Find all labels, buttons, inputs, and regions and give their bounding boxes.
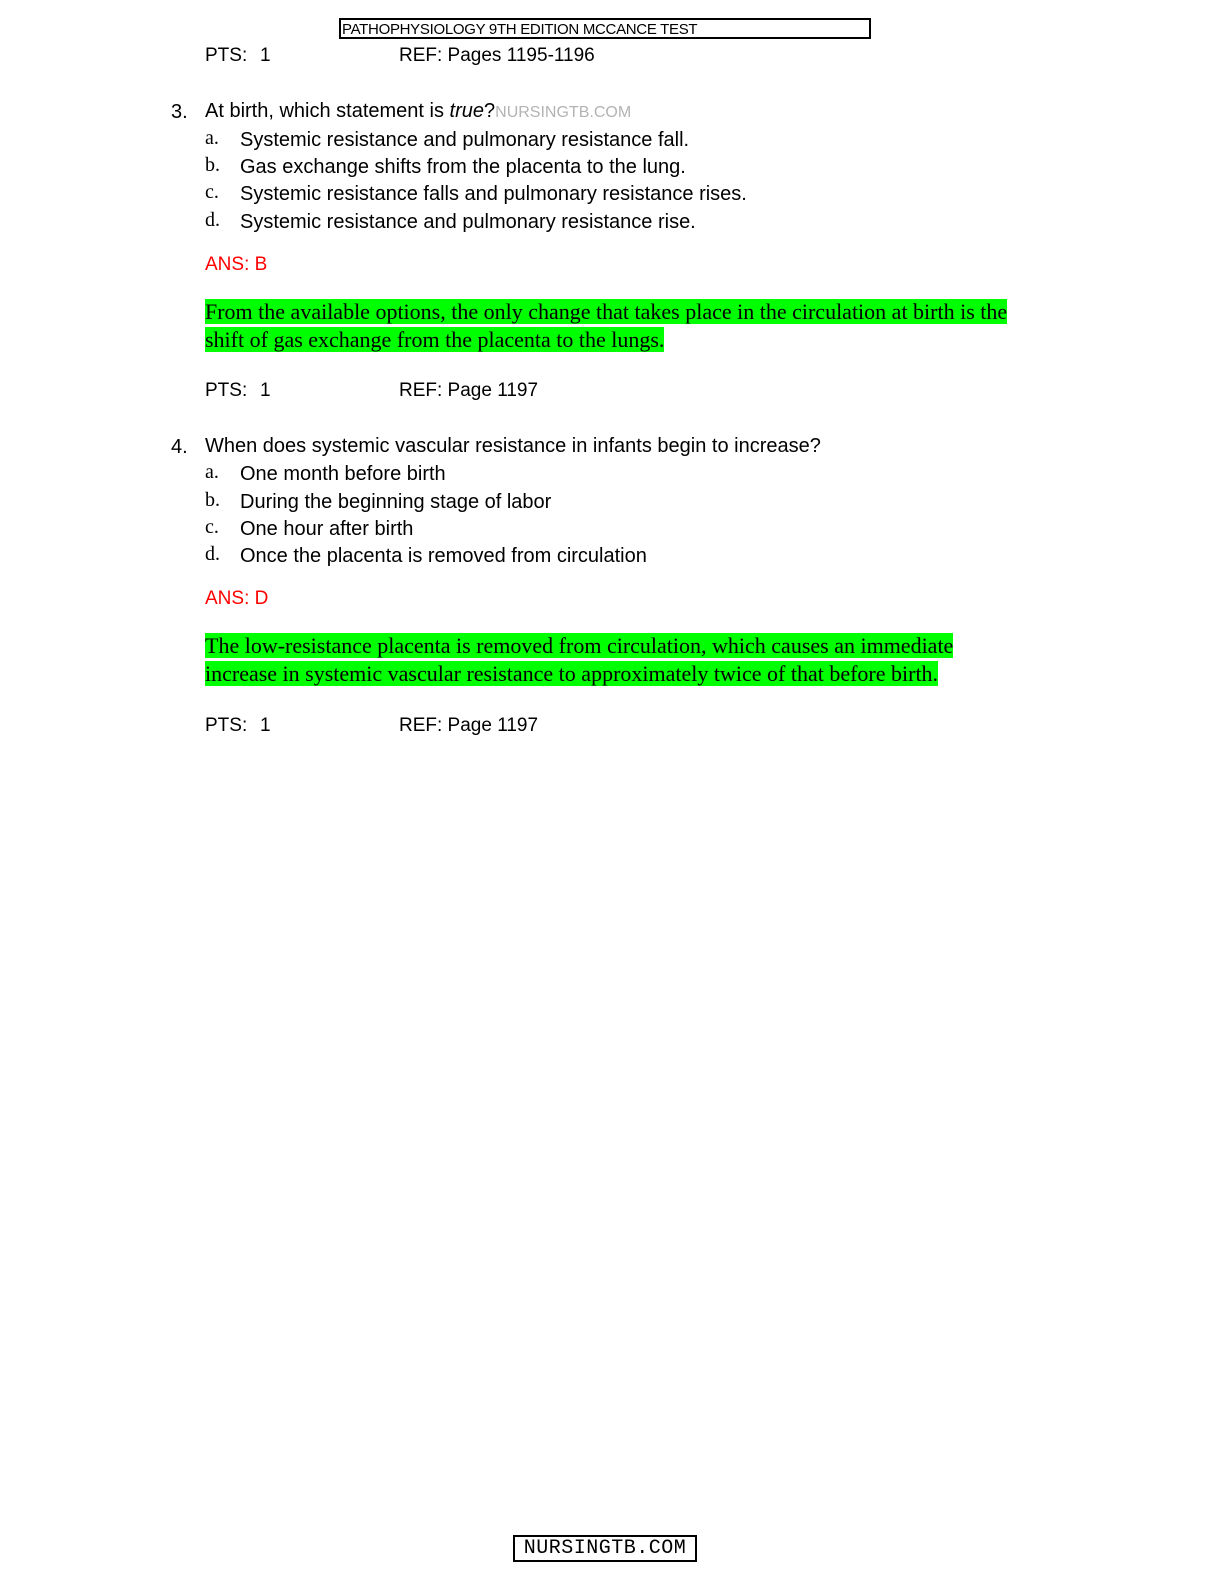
page-header-title: PATHOPHYSIOLOGY 9TH EDITION MCCANCE TEST [339, 18, 871, 39]
ref-text: REF: Page 1197 [399, 715, 539, 736]
rationale [205, 298, 1007, 354]
option-text: One hour after birth [240, 518, 414, 540]
option-text: Systemic resistance and pulmonary resistance fall. [240, 129, 690, 151]
pts-label: PTS: [205, 45, 248, 66]
option-text: Once the placenta is removed from circulation [240, 545, 647, 567]
rationale-line: shift of gas exchange from the placenta to the lungs. [205, 327, 665, 352]
option-letter: b. [205, 489, 220, 511]
stem-italic: true [449, 100, 485, 122]
stem-text: At birth, which statement is [205, 100, 450, 122]
inline-watermark: NURSINGTB.COM [495, 104, 632, 121]
pts-value: 1 [260, 380, 271, 401]
pts-value: 1 [260, 715, 271, 736]
option-letter: d. [205, 543, 220, 565]
option-text: Systemic resistance and pulmonary resistance rise. [240, 211, 696, 233]
option-letter: c. [205, 181, 219, 203]
rationale-line: The low-resistance placenta is removed from circulation, which causes an immediate [205, 633, 954, 658]
rationale-line: increase in systemic vascular resistance to approximately twice of that before birth. [205, 661, 939, 686]
question-stem: When does systemic vascular resistance in infants begin to increase? [205, 435, 821, 457]
answer-key: ANS: D [205, 588, 269, 609]
ref-text: REF: Pages 1195-1196 [399, 45, 595, 66]
option-letter: a. [205, 461, 219, 483]
rationale [205, 632, 953, 688]
pts-value: 1 [260, 45, 271, 66]
footer-watermark: NURSINGTB.COM [513, 1535, 697, 1562]
option-text: Gas exchange shifts from the placenta to the lung. [240, 156, 686, 178]
stem-end: ? [484, 100, 496, 122]
option-letter: b. [205, 154, 220, 176]
option-text: One month before birth [240, 463, 446, 485]
option-letter: a. [205, 127, 219, 149]
question-number: 3. [171, 101, 188, 123]
pts-label: PTS: [205, 380, 248, 401]
option-letter: c. [205, 516, 219, 538]
question-stem [205, 99, 631, 125]
option-letter: d. [205, 209, 220, 231]
question-number: 4. [171, 436, 188, 458]
ref-text: REF: Page 1197 [399, 380, 539, 401]
option-text: During the beginning stage of labor [240, 491, 552, 513]
pts-label: PTS: [205, 715, 248, 736]
answer-key: ANS: B [205, 254, 268, 275]
option-text: Systemic resistance falls and pulmonary resistance rises. [240, 183, 747, 205]
rationale-line: From the available options, the only change that takes place in the circulation at birth is the [205, 299, 1008, 324]
